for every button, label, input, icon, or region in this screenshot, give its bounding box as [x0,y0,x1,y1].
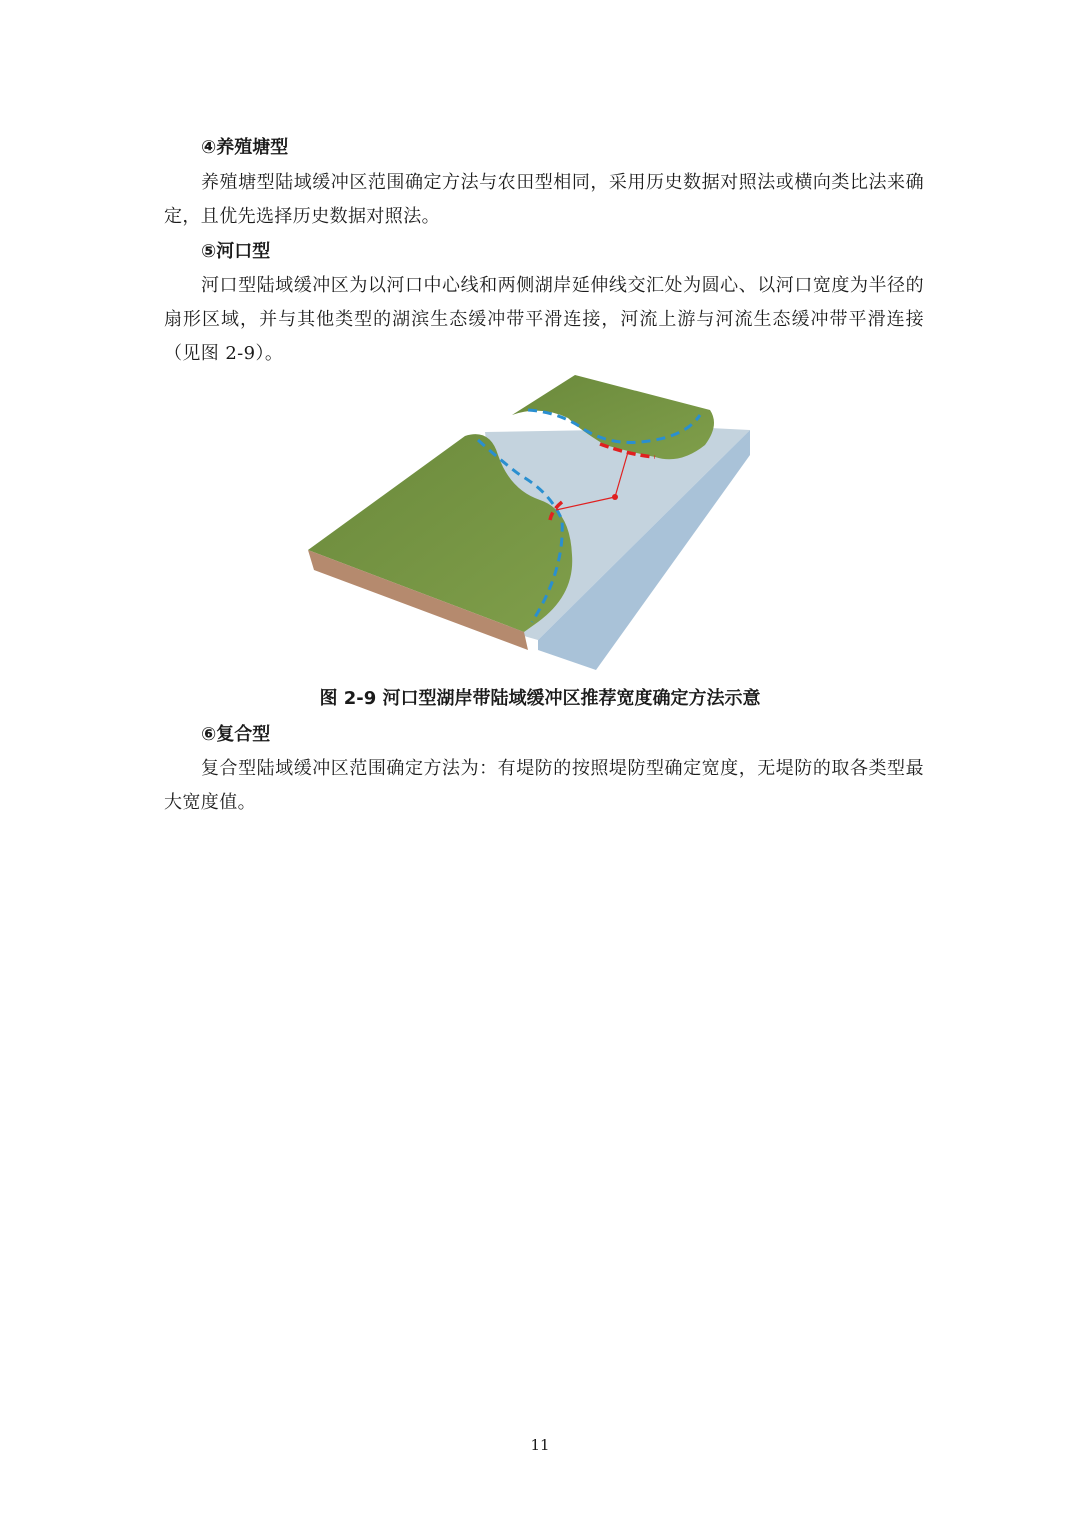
paragraph-composite: 复合型陆域缓冲区范围确定方法为：有堤防的按照堤防型确定宽度，无堤防的取各类型最大宽度值。 [164,758,924,813]
paragraph-estuary: 河口型陆域缓冲区为以河口中心线和两侧湖岸延伸线交汇处为圆心、以河口宽度为半径的扇形区域，并与其他类型的湖滨生态缓冲带平滑连接，河流上游与河流生态缓冲带平滑连接（见图 2-9）。 [164,275,924,364]
estuary-diagram-svg [300,370,760,675]
page-number: 11 [530,1436,550,1454]
section-heading-composite: ⑥复合型 [201,724,271,745]
paragraph-aquaculture: 养殖塘型陆域缓冲区范围确定方法与农田型相同，采用历史数据对照法或横向类比法来确定，且优先选择历史数据对照法。 [164,172,924,227]
section-heading-aquaculture: ④养殖塘型 [201,137,289,158]
estuary-buffer-illustration [300,370,760,675]
estuary-center-point [612,494,618,500]
section-heading-estuary: ⑤河口型 [201,241,271,262]
figure-caption: 图 2-9 河口型湖岸带陆域缓冲区推荐宽度确定方法示意 [319,688,761,709]
